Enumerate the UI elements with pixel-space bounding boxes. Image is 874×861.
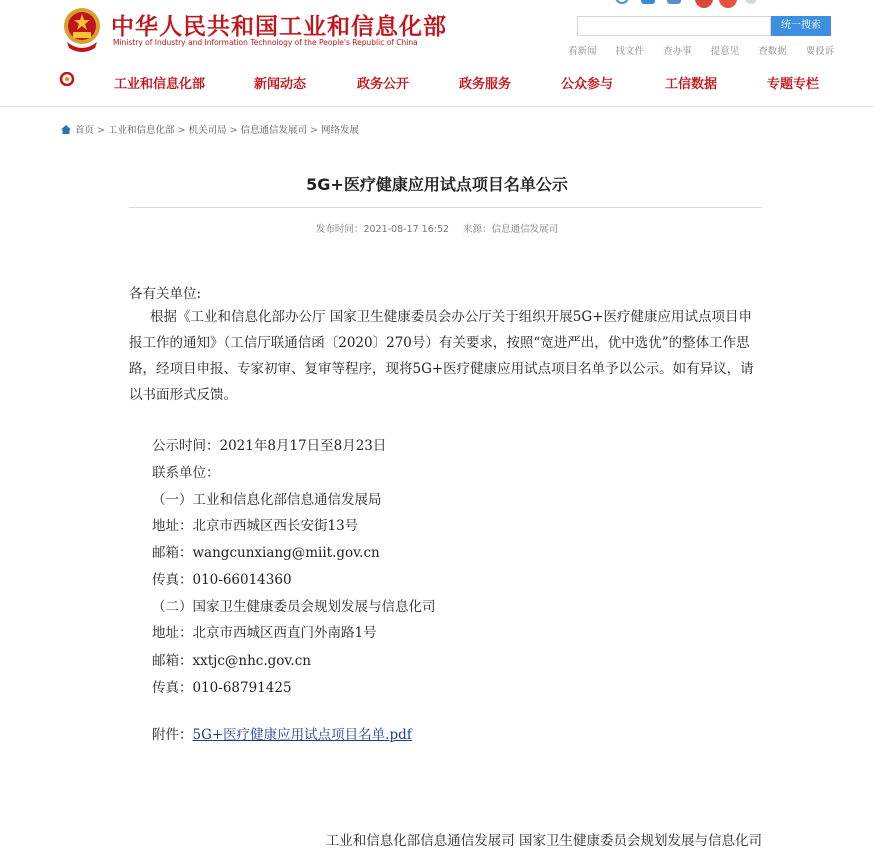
mobile-icon[interactable] — [641, 0, 655, 4]
quick-link-docs[interactable]: 找文件 — [615, 46, 645, 57]
breadcrumb-miit[interactable]: 工业和信息化部 — [107, 125, 175, 136]
contact-fax-2: 传真：010-68791425 — [152, 680, 292, 696]
quick-link-services[interactable]: 查办事 — [663, 46, 692, 57]
quick-link-feedback[interactable]: 提意见 — [710, 46, 740, 57]
nav-item-miit[interactable]: 工业和信息化部 — [114, 77, 206, 92]
publicity-period: 公示时间：2021年8月17日至8月23日 — [152, 438, 387, 454]
quick-link-news[interactable]: 看新闻 — [568, 46, 597, 57]
site-header — [0, 0, 874, 107]
search-input[interactable] — [577, 16, 771, 36]
contact-org-1: （一）工业和信息化部信息通信发展局 — [152, 492, 382, 508]
language-icon[interactable] — [745, 0, 757, 4]
home-icon — [61, 125, 71, 134]
nav-item-participation[interactable]: 公众参与 — [561, 77, 614, 92]
quick-links — [568, 43, 850, 57]
accessibility-icon[interactable] — [615, 0, 629, 4]
nav-item-services[interactable]: 政务服务 — [459, 77, 512, 92]
body-paragraph: 根据《工业和信息化部办公厅 国家卫生健康委员会办公厅关于组织开展5G+医疗健康应用试点项目申报工作的通知》（工信厅联通信函〔2020〕270号）有关要求，按照“宽进严出，优中选优”的整体工作思路，经项目申报、专家初审、复审等程序，现将5G+医疗健康应用试点项目名单予以公示。如有异议，请以书面形式反馈。 — [129, 309, 754, 403]
weibo-icon[interactable] — [695, 0, 713, 8]
publish-time: 2021-08-17 16:52 — [363, 224, 450, 235]
contact-address-2: 地址：北京市西城区西直门外南路1号 — [152, 625, 377, 641]
attachment-link[interactable]: 5G+医疗健康应用试点项目名单.pdf — [192, 727, 412, 743]
breadcrumb-network[interactable]: 网络发展 — [320, 125, 359, 136]
article-meta — [0, 221, 874, 235]
weibo-alt-icon[interactable] — [719, 0, 737, 8]
breadcrumb-home[interactable]: 首页 — [75, 125, 95, 136]
breadcrumb: 首页 > 工业和信息化部 > 机关司局 > 信息通信发展司 > 网络发展 — [61, 122, 359, 136]
search-button[interactable]: 统一搜索 — [771, 16, 831, 36]
publish-label: 发布时间： — [315, 224, 364, 235]
contact-address-1: 地址：北京市西城区西长安街13号 — [152, 518, 359, 534]
site-subtitle: Ministry of Industry and Information Technology of the People's Republic of China — [113, 38, 418, 47]
salutation: 各有关单位: — [129, 286, 202, 302]
contact-fax-1: 传真：010-66014360 — [152, 572, 292, 588]
breadcrumb-ict-dept[interactable]: 信息通信发展司 — [240, 125, 307, 136]
signature: 工业和信息化部信息通信发展司 国家卫生健康委员会规划发展与信息化司 — [325, 833, 762, 849]
nav-item-topics[interactable]: 专题专栏 — [767, 77, 820, 92]
nav-item-news[interactable]: 新闻动态 — [254, 77, 307, 92]
source-label: 来源： — [463, 224, 492, 235]
contact-label: 联系单位： — [152, 465, 220, 481]
miit-logo-icon — [58, 72, 76, 86]
app-icon[interactable] — [667, 0, 681, 4]
site-title[interactable]: 中华人民共和国工业和信息化部 — [111, 14, 447, 40]
contact-email-1: 邮箱：wangcunxiang@miit.gov.cn — [152, 545, 380, 561]
breadcrumb-bureaus[interactable]: 机关司局 — [188, 125, 227, 136]
attachment-label: 附件： — [152, 727, 193, 743]
contact-org-2: （二）国家卫生健康委员会规划发展与信息化司 — [152, 599, 436, 615]
quick-link-complaint[interactable]: 要投诉 — [805, 46, 835, 57]
attachment-row — [152, 723, 412, 743]
contact-email-2: 邮箱：xxtjc@nhc.gov.cn — [152, 653, 311, 669]
nav-item-data[interactable]: 工信数据 — [665, 77, 718, 92]
national-emblem-icon[interactable] — [61, 6, 103, 52]
article-title: 5G+医疗健康应用试点项目名单公示 — [306, 175, 568, 194]
title-divider — [129, 207, 762, 208]
source-value: 信息通信发展司 — [491, 224, 559, 235]
nav-item-open-gov[interactable]: 政务公开 — [357, 77, 410, 92]
quick-link-data[interactable]: 查数据 — [758, 46, 787, 57]
